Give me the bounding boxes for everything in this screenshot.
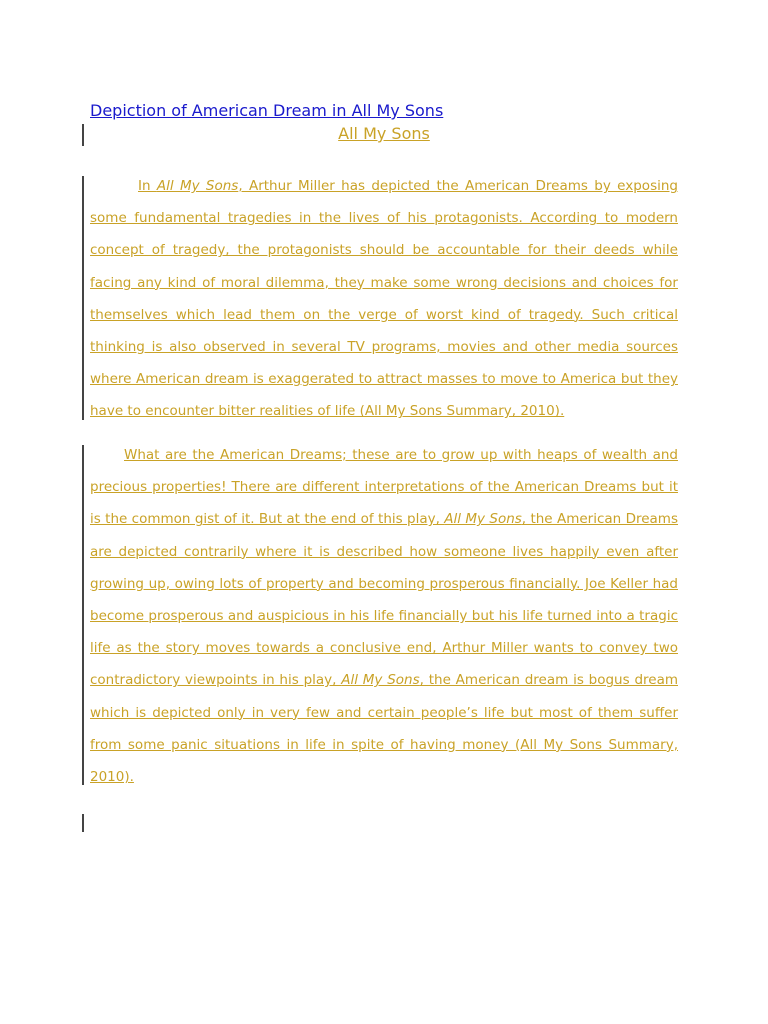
paragraph-2 — [90, 439, 678, 793]
paragraph-1 — [90, 170, 678, 428]
para-2-segment: All My Sons — [444, 511, 522, 528]
para-1-segment: All My Sons — [156, 178, 239, 194]
document-title: All My Sons — [338, 124, 430, 143]
title-link[interactable]: Depiction of American Dream in All My Sons — [90, 101, 444, 120]
change-bar — [82, 445, 84, 785]
para-1-segment: , Arthur Miller has depicted the American Dreams by exposing some fundamental tragedies in the lives of his protagonists. According to modern concept of tragedy, the protagonists should be accountable for their deeds while facing any kind of moral dilemma, they make some wrong decisions and choices for themselves which lead them on the verge of worst kind of tragedy. Such critical thinking is also observed in several TV programs, movies and other media sources where American dream is exaggerated to attract masses to move to America but they have to encounter bitter realities of life (All My Sons Summary, 2010). — [90, 178, 678, 420]
para-2-segment: All My Sons — [341, 672, 420, 689]
change-bar — [82, 176, 84, 420]
para-1-segment: In — [138, 178, 157, 194]
para-2-segment: , the American Dreams are depicted contrarily where it is described how someone lives happily even after growing up, owing lots of property and becoming prosperous financially. Joe Keller had become prosperous and auspicious in his life financially but his life turned into a tragic life as the story moves towards a conclusive end, Arthur Miller wants to convey two contradictory viewpoints in his play, — [90, 511, 678, 689]
change-bar — [82, 124, 84, 146]
para-2-segment: , the American dream is bogus dream which is depicted only in very few and certain people’s life but most of them suffer from some panic situations in life in spite of having money (All My Sons Summary, 2010). — [90, 672, 678, 786]
para-2-segment: What are the American Dreams; these are to grow up with heaps of wealth and precious properties! There are different interpretations of the American Dreams but it is the common gist of it. But at the end of this play, — [90, 447, 678, 528]
change-bar — [82, 814, 84, 832]
